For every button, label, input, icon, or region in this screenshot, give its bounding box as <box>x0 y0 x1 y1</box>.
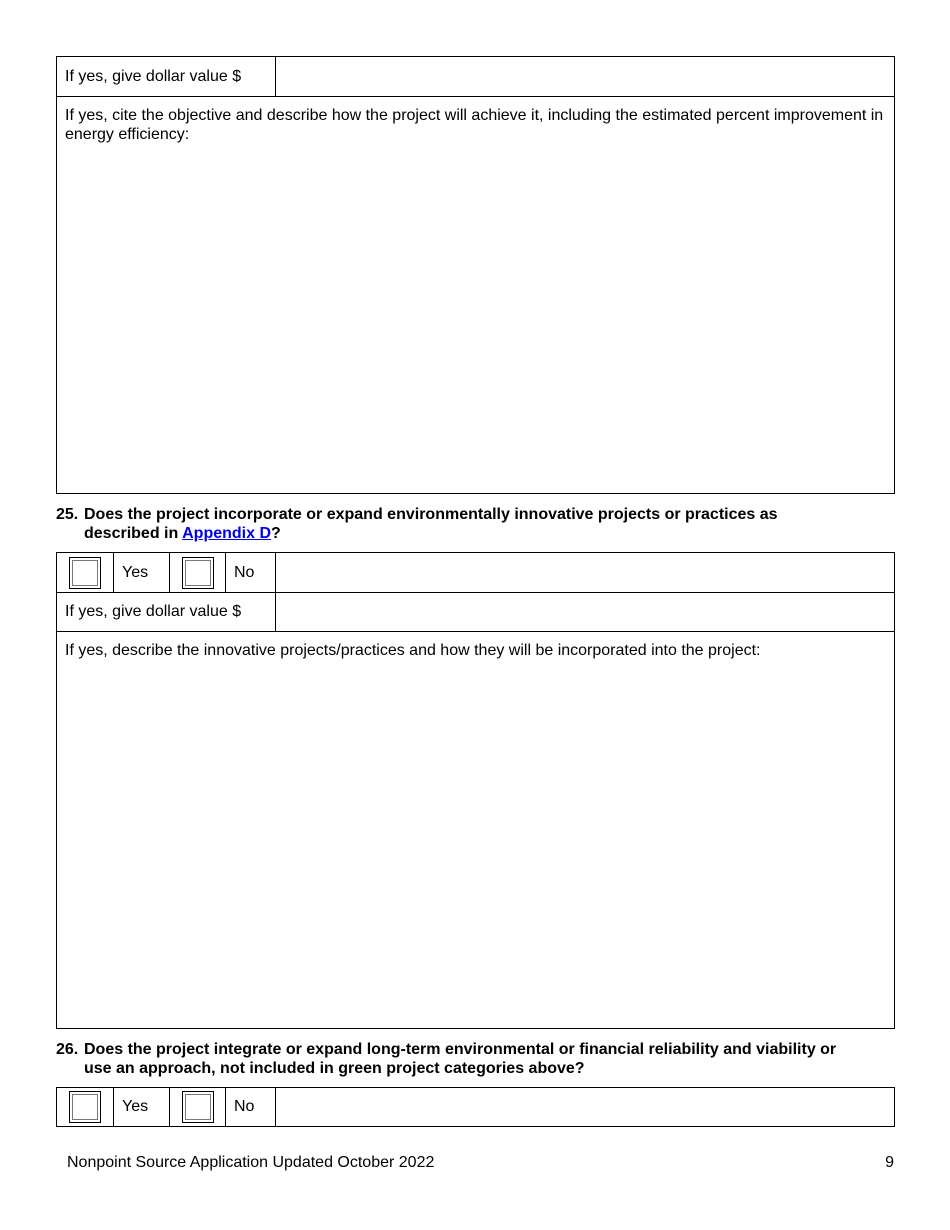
appendix-d-link[interactable]: Appendix D <box>182 525 271 542</box>
q26-table <box>56 1087 895 1127</box>
describe-objective-field[interactable] <box>57 97 894 493</box>
describe-objective-prompt: If yes, cite the objective and describe how the project will achieve it, including the estimated percent improvement in energy efficiency: <box>65 107 884 143</box>
yes-label: Yes <box>113 1088 169 1126</box>
footer-page-number: 9 <box>885 1154 894 1171</box>
question-25-text: Does the project incorporate or expand environmentally innovative projects or practices as <box>84 506 778 523</box>
q25-blank-cell <box>275 553 894 592</box>
q26-yes-checkbox[interactable] <box>69 1091 101 1123</box>
q26-blank-cell <box>275 1088 894 1126</box>
no-checkbox-cell <box>169 553 225 592</box>
question-26 <box>56 1040 896 1078</box>
question-26-number: 26. <box>56 1041 79 1058</box>
question-25-text-cont: described in <box>84 525 183 542</box>
question-26-text: Does the project integrate or expand long-term environmental or financial reliability and viability or <box>84 1041 837 1058</box>
q24-dollar-row <box>57 57 894 96</box>
no-checkbox-cell <box>169 1088 225 1126</box>
q25-yes-checkbox[interactable] <box>69 557 101 589</box>
yes-label: Yes <box>113 553 169 592</box>
q26-yes-no-row <box>57 1088 894 1126</box>
question-25-number: 25. <box>56 506 79 523</box>
footer-document-title: Nonpoint Source Application Updated October 2022 <box>67 1154 435 1171</box>
q25-dollar-value-input[interactable] <box>275 593 894 631</box>
question-25 <box>56 505 896 543</box>
question-26-text-cont: use an approach, not included in green project categories above? <box>84 1060 585 1077</box>
question-25-mark: ? <box>271 525 281 542</box>
dollar-value-input[interactable] <box>275 57 894 96</box>
no-label: No <box>225 1088 275 1126</box>
q25-describe-row <box>57 631 894 1028</box>
yes-checkbox-cell <box>57 553 113 592</box>
describe-innovative-prompt: If yes, describe the innovative projects/practices and how they will be incorporated into the project: <box>65 642 761 659</box>
q25-dollar-row <box>57 592 894 631</box>
q25-table <box>56 552 895 1029</box>
q26-no-checkbox[interactable] <box>182 1091 214 1123</box>
q25-yes-no-row <box>57 553 894 592</box>
describe-innovative-field[interactable] <box>57 632 894 1028</box>
no-label: No <box>225 553 275 592</box>
yes-checkbox-cell <box>57 1088 113 1126</box>
q24-table <box>56 56 895 494</box>
q25-no-checkbox[interactable] <box>182 557 214 589</box>
q24-describe-row <box>57 96 894 493</box>
dollar-value-label: If yes, give dollar value $ <box>65 603 242 620</box>
dollar-value-label: If yes, give dollar value $ <box>65 67 242 85</box>
